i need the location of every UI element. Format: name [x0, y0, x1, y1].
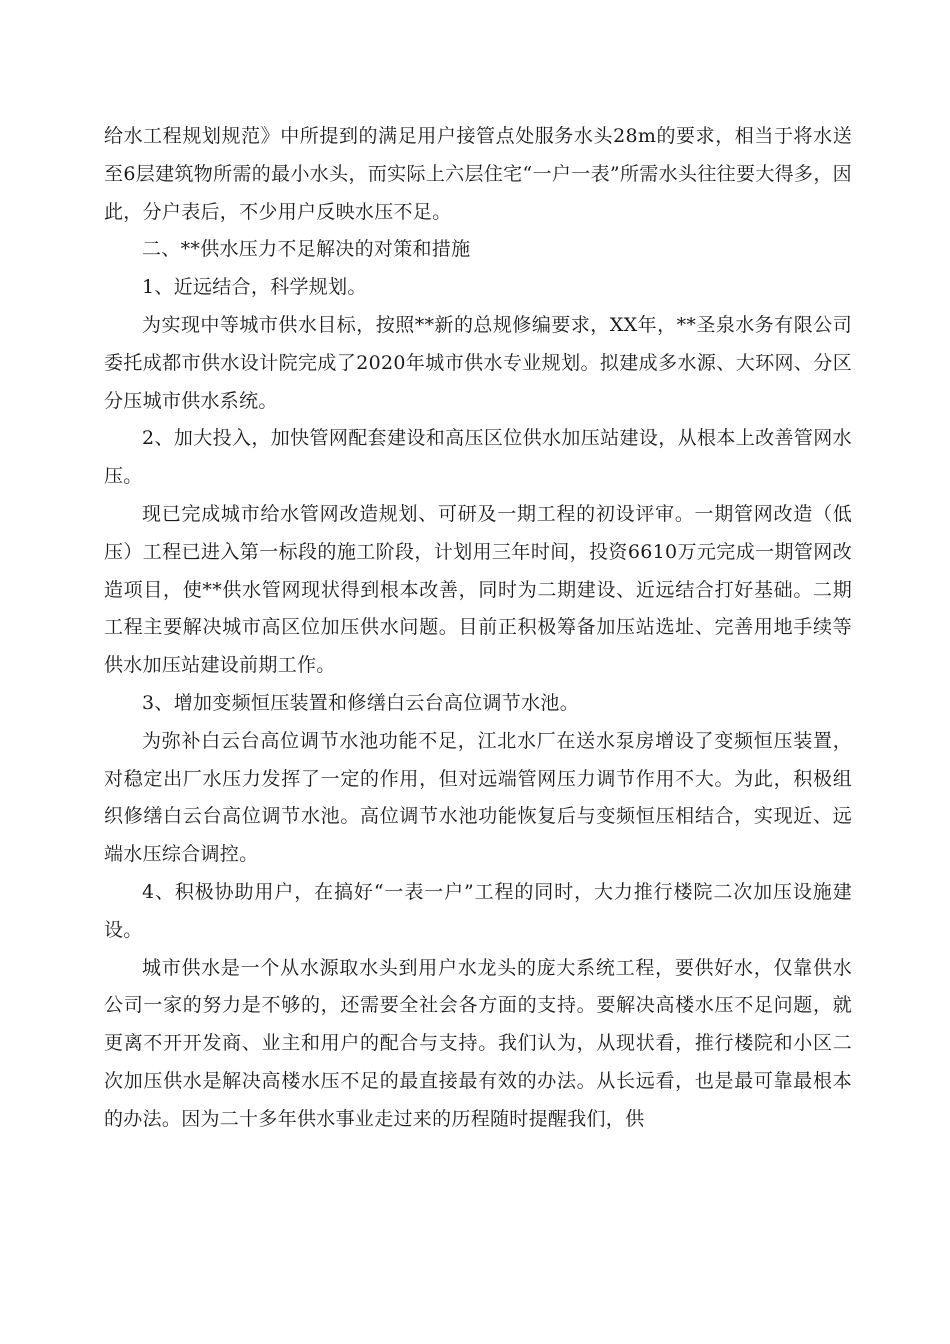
- item-heading-2: 2、加大投入，加快管网配套建设和高压区位供水加压站建设，从根本上改善管网水压。: [104, 427, 852, 488]
- item-heading-3: 3、增加变频恒压装置和修缮白云台高位调节水池。: [142, 691, 579, 714]
- item-heading-1: 1、近远结合，科学规划。: [142, 276, 367, 299]
- paragraph-city-supply: 城市供水是一个从水源取水头到用户水龙头的庞大系统工程，要供好水，仅靠供水公司一家的努力是不够的，还需要全社会各方面的支持。要解决高楼水压不足问题，就更离不开开发商、业主和用户的配合与支持。我们认为，从现状看，推行楼院和小区二次加压供水是解决高楼水压不足的最直接最有效的办法。从长远看，也是最可靠最根本的办法。因为二十多年供水事业走过来的历程随时提醒我们，供: [104, 956, 852, 1130]
- paragraph-network-upgrade: 现已完成城市给水管网改造规划、可研及一期工程的初设评审。一期管网改造（低压）工程已进入第一标段的施工阶段，计划用三年时间，投资6610万元完成一期管网改造项目，使**供水管网现状得到根本改善，同时为二期建设、近远结合打好基础。二期工程主要解决城市高区位加压供水问题。目前正积极筹备加压站选址、完善用地手续等供水加压站建设前期工作。: [104, 502, 852, 677]
- item-heading-4: 4、积极协助用户，在搞好“一表一户”工程的同时，大力推行楼院二次加压设施建设。: [104, 880, 852, 941]
- section-heading-2: 二、**供水压力不足解决的对策和措施: [142, 238, 471, 261]
- document-body: [104, 118, 852, 1139]
- paragraph-planning: 为实现中等城市供水目标，按照**新的总规修编要求，XX年，**圣泉水务有限公司委托成都市供水设计院完成了2020年城市供水专业规划。拟建成多水源、大环网、分区分压城市供水系统。: [104, 313, 852, 412]
- paragraph-1: 给水工程规划规范》中所提到的满足用户接管点处服务水头28m的要求，相当于将水送至6层建筑物所需的最小水头，而实际上六层住宅“一户一表”所需水头往往要大得多，因此，分户表后，不少用户反映水压不足。: [104, 125, 852, 223]
- paragraph-variable-frequency: 为弥补白云台高位调节水池功能不足，江北水厂在送水泵房增设了变频恒压装置，对稳定出厂水压力发挥了一定的作用，但对远端管网压力调节作用不大。为此，积极组织修缮白云台高位调节水池。高位调节水池功能恢复后与变频恒压相结合，实现近、远端水压综合调控。: [104, 729, 852, 866]
